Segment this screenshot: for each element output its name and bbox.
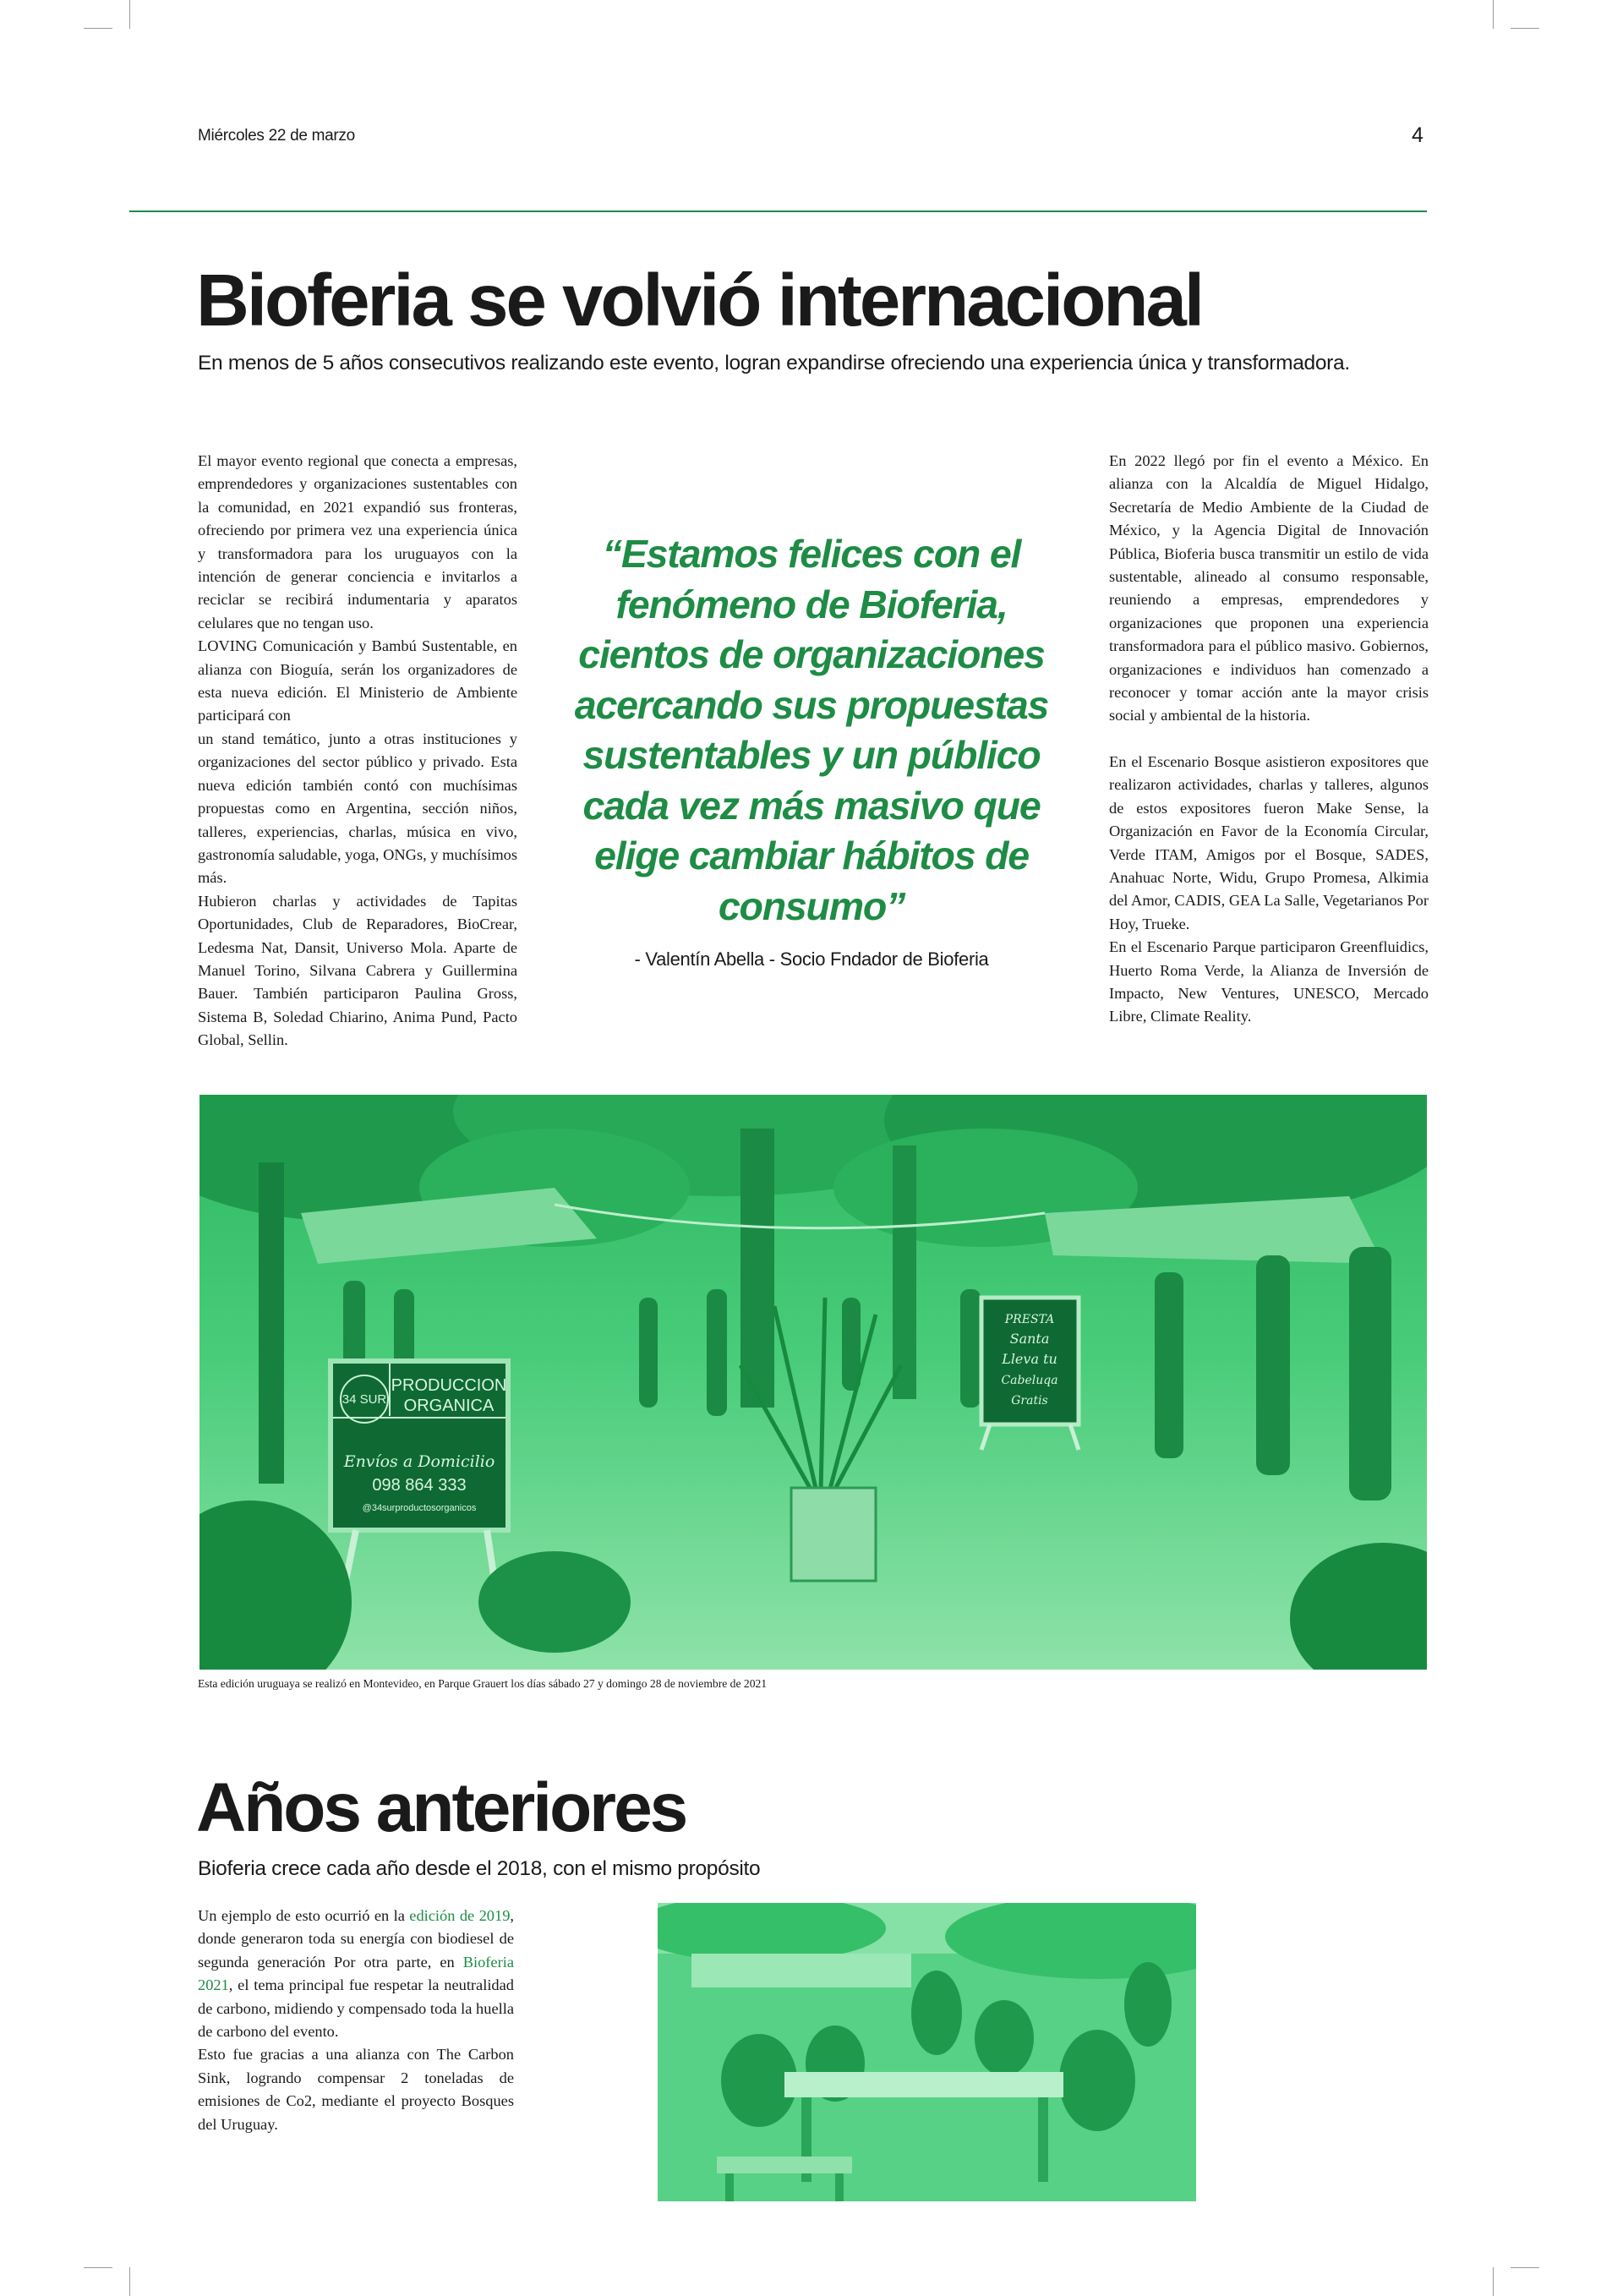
article-right-column [1109,450,1429,1029]
sign-text: PRESTA [1004,1313,1055,1326]
sign-brand: 34 SUR [342,1392,387,1407]
header-date: Miércoles 22 de marzo [198,127,355,145]
section-body-column [198,1905,514,2136]
pull-quote-attribution: - Valentín Abella - Socio Fndador de Bioferia [634,948,989,970]
crop-mark [84,28,112,29]
page-number: 4 [1412,123,1424,147]
crop-mark [129,0,130,29]
article-left-column [198,450,517,1052]
paragraph: El mayor evento regional que conecta a empresas, emprendedores y organizaciones sustentables con la comunidad, en 2021 expandió sus fronteras, ofreciendo por primera vez una experiencia única y transformadora para los uruguayos con la intención de generar conciencia e invitarlos a reciclar se recibirá indumentaria y aparatos celulares que no tengan uso. [198,452,517,631]
header-divider [129,210,1427,212]
paragraph: En 2022 llegó por fin el evento a México. En alianza con la Alcaldía de Miguel Hidalgo, Secretaría de Medio Ambiente de la Ciudad de México, y la Agencia Digital de Innovación Pública, Bioferia busca transmitir un estilo de vida sustentable, alineado al consumo responsable, reuniendo a empresas, emprendedores y organizaciones que proponen una experiencia transformadora para el público masivo. Gobiernos, organizaciones e individuos han comenzado a reconocer y tomar acción ante la mayor crisis social y ambiental de la historia. [1109,452,1429,724]
bioferia-2021-link[interactable]: Bioferia 2021 [198,1953,514,1994]
paragraph: En el Escenario Parque participaron Greenfluidics, Huerto Roma Verde, la Alianza de Inversión de Impacto, New Ventures, UNESCO, Mercado Libre, Climate Reality. [1109,938,1429,1025]
market-scene-illustration [199,1095,1427,1670]
paragraph: LOVING Comunicación y Bambú Sustentable, en alianza con Bioguía, serán los organizadores de esta nueva edición. El Ministerio de Ambiente participará con [198,637,517,724]
edition-2019-link[interactable]: edición de 2019 [409,1907,511,1924]
previous-edition-photo [658,1903,1196,2201]
text-run: Un ejemplo de esto ocurrió en la [198,1907,410,1924]
sign-title-line: ORGANICA [403,1397,495,1415]
sign-phone: 098 864 333 [372,1476,467,1495]
crop-mark [129,2267,130,2296]
sign-text: Lleva tu [1002,1351,1057,1367]
photo-caption: Esta edición uruguaya se realizó en Montevideo, en Parque Grauert los días sábado 27 y domingo 28 de noviembre de 2021 [198,1677,768,1690]
sign-text: Envíos a Domicilio [343,1452,495,1471]
paragraph [198,1905,514,2043]
workshop-scene-illustration [658,1903,1196,2201]
crop-mark [1511,28,1539,29]
crop-mark [1493,2267,1494,2296]
sign-text: Santa [1009,1331,1050,1347]
section-subheadline: Bioferia crece cada año desde el 2018, con el mismo propósito [198,1857,761,1880]
paragraph: En el Escenario Bosque asistieron expositores que realizaron actividades, charlas y talleres, algunos de estos expositores fueron Make Sense, la Organización en Favor de la Economía Circular, Verde ITAM, Amigos por el Bosque, SADES, Anahuac Norte, Widu, Grupo Promesa, Alkimia del Amor, CADIS, GEA La Salle, Vegetarianos Por Hoy, Trueke. [1109,752,1429,932]
sign-title-line: PRODUCCION [391,1376,507,1395]
paragraph: Hubieron charlas y actividades de Tapitas Oportunidades, Club de Reparadores, BioCrear, Ledesma Nat, Dansit, Universo Mola. Aparte de Manuel Torino, Silvana Cabrera y Guillermina Bauer. También participaron Paulina Gross, Sistema B, Soledad Chiarino, Anima Pund, Pacto Global, Sellin. [198,892,517,1049]
text-run: , donde generaron toda su energía con biodiesel de segunda generación Por otra parte, en [198,1907,514,1971]
paragraph: un stand temático, junto a otras instituciones y organizaciones del sector público y privado. Esta nueva edición también contó con muchísimas propuestas como en Argentina, sección niños, talleres, experiencias, charlas, música en vivo, gastronomía saludable, yoga, ONGs, y muchísimos más. [198,730,517,887]
sign-text: Cabeluqa [1001,1374,1058,1387]
sign-text: Gratis [1011,1394,1048,1408]
bioferia-market-photo [199,1095,1427,1670]
article-subheadline: En menos de 5 años consecutivos realizando este evento, logran expandirse ofreciendo una experiencia única y transformadora. [198,352,1350,374]
crop-mark [1511,2267,1539,2268]
crop-mark [84,2267,112,2268]
paragraph: Esto fue gracias a una alianza con The Carbon Sink, logrando compensar 2 toneladas de emisiones de Co2, mediante el proyecto Bosques del Uruguay. [198,2046,514,2133]
sign-handle: @34surproductosorganicos [362,1503,477,1513]
crop-mark [1493,0,1494,29]
article-headline: Bioferia se volvió internacional [196,260,1203,342]
pull-quote: “Estamos felices con el fenómeno de Bioferia, cientos de organizaciones acercando sus propuestas sustentables y un público cada vez más masivo que elige cambiar hábitos de consumo” [574,532,1049,928]
section-headline: Años anteriores [196,1769,686,1846]
text-run: , el tema principal fue respetar la neutralidad de carbono, midiendo y compensado toda la huella de carbono del evento. [198,1976,514,2041]
